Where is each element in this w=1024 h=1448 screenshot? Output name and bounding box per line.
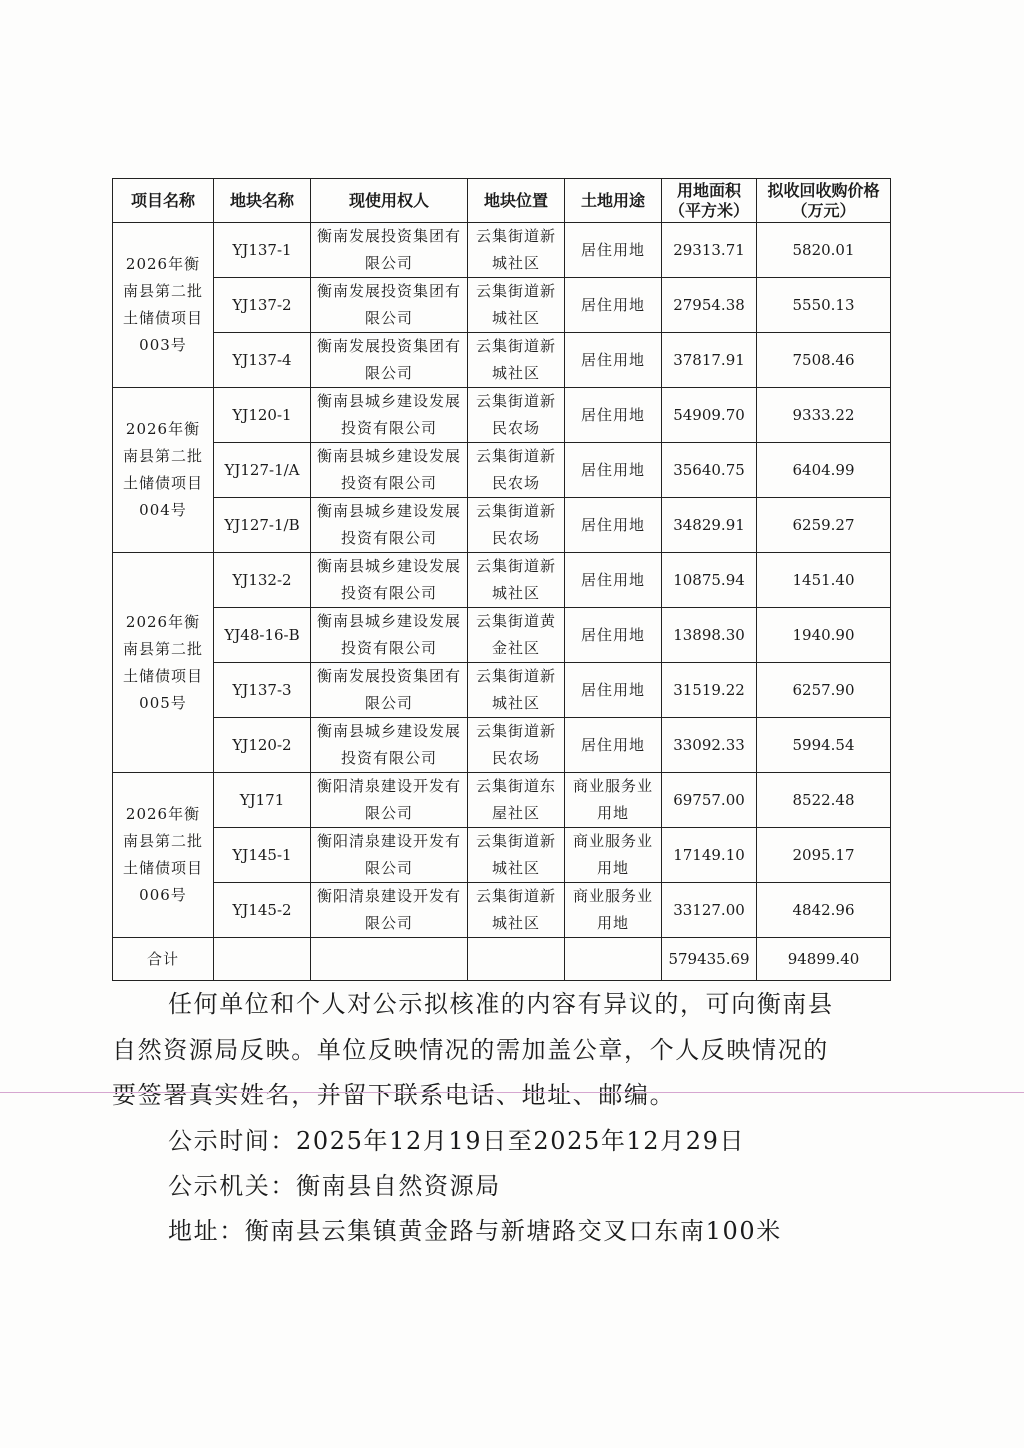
owner-cell: 衡南发展投资集团有限公司: [311, 663, 468, 718]
empty-cell: [468, 938, 565, 981]
table-row: [113, 663, 891, 718]
use-cell: 居住用地: [565, 443, 662, 498]
total-area: 579435.69: [662, 938, 757, 981]
table-row: [113, 773, 891, 828]
table-row: [113, 223, 891, 278]
header-location: 地块位置: [468, 179, 565, 223]
table-row: [113, 883, 891, 938]
location-cell: 云集街道新城社区: [468, 883, 565, 938]
notice-period: 公示时间：2025年12月19日至2025年12月29日: [168, 1127, 746, 1155]
land-parcel-table: [112, 178, 891, 981]
owner-cell: 衡南县城乡建设发展投资有限公司: [311, 443, 468, 498]
header-area: 用地面积（平方米）: [662, 179, 757, 223]
parcel-cell: YJ137-1: [214, 223, 311, 278]
owner-cell: 衡南县城乡建设发展投资有限公司: [311, 718, 468, 773]
owner-cell: 衡南县城乡建设发展投资有限公司: [311, 498, 468, 553]
price-cell: 1940.90: [757, 608, 891, 663]
location-cell: 云集街道东屋社区: [468, 773, 565, 828]
project-name-cell: 2026年衡南县第二批土储债项目004号: [113, 388, 214, 553]
parcel-cell: YJ171: [214, 773, 311, 828]
total-row: [113, 938, 891, 981]
table-row: [113, 278, 891, 333]
parcel-cell: YJ145-2: [214, 883, 311, 938]
use-cell: 居住用地: [565, 498, 662, 553]
owner-cell: 衡南发展投资集团有限公司: [311, 223, 468, 278]
location-cell: 云集街道新民农场: [468, 498, 565, 553]
use-cell: 商业服务业用地: [565, 883, 662, 938]
price-cell: 2095.17: [757, 828, 891, 883]
total-price: 94899.40: [757, 938, 891, 981]
parcel-cell: YJ132-2: [214, 553, 311, 608]
use-cell: 居住用地: [565, 333, 662, 388]
area-cell: 31519.22: [662, 663, 757, 718]
area-cell: 69757.00: [662, 773, 757, 828]
notice-paragraph-line-3: 要签署真实姓名，并留下联系电话、地址、邮编。: [112, 1081, 676, 1109]
parcel-cell: YJ137-3: [214, 663, 311, 718]
owner-cell: 衡阳清泉建设开发有限公司: [311, 773, 468, 828]
area-cell: 29313.71: [662, 223, 757, 278]
owner-cell: 衡南县城乡建设发展投资有限公司: [311, 553, 468, 608]
area-cell: 54909.70: [662, 388, 757, 443]
area-cell: 33092.33: [662, 718, 757, 773]
header-price: 拟收回收购价格（万元）: [757, 179, 891, 223]
area-cell: 37817.91: [662, 333, 757, 388]
use-cell: 居住用地: [565, 278, 662, 333]
owner-cell: 衡南县城乡建设发展投资有限公司: [311, 388, 468, 443]
notice-paragraph-line-1: 任何单位和个人对公示拟核准的内容有异议的，可向衡南县: [168, 990, 834, 1018]
use-cell: 居住用地: [565, 608, 662, 663]
table-row: [113, 718, 891, 773]
owner-cell: 衡阳清泉建设开发有限公司: [311, 883, 468, 938]
use-cell: 居住用地: [565, 223, 662, 278]
location-cell: 云集街道新城社区: [468, 223, 565, 278]
empty-cell: [214, 938, 311, 981]
location-cell: 云集街道新民农场: [468, 443, 565, 498]
location-cell: 云集街道新城社区: [468, 828, 565, 883]
empty-cell: [311, 938, 468, 981]
table-row: [113, 443, 891, 498]
header-owner: 现使用权人: [311, 179, 468, 223]
parcel-cell: YJ120-1: [214, 388, 311, 443]
parcel-cell: YJ137-4: [214, 333, 311, 388]
empty-cell: [565, 938, 662, 981]
table-row: [113, 553, 891, 608]
total-label: 合计: [113, 938, 214, 981]
location-cell: 云集街道新城社区: [468, 278, 565, 333]
use-cell: 商业服务业用地: [565, 773, 662, 828]
header-use: 土地用途: [565, 179, 662, 223]
parcel-cell: YJ120-2: [214, 718, 311, 773]
location-cell: 云集街道新城社区: [468, 553, 565, 608]
use-cell: 居住用地: [565, 663, 662, 718]
header-parcel: 地块名称: [214, 179, 311, 223]
location-cell: 云集街道新民农场: [468, 718, 565, 773]
price-cell: 8522.48: [757, 773, 891, 828]
project-name-cell: 2026年衡南县第二批土储债项目003号: [113, 223, 214, 388]
area-cell: 17149.10: [662, 828, 757, 883]
price-cell: 6257.90: [757, 663, 891, 718]
notice-address: 地址：衡南县云集镇黄金路与新塘路交叉口东南100米: [168, 1217, 782, 1245]
price-cell: 7508.46: [757, 333, 891, 388]
table-row: [113, 388, 891, 443]
location-cell: 云集街道新城社区: [468, 663, 565, 718]
area-cell: 35640.75: [662, 443, 757, 498]
owner-cell: 衡阳清泉建设开发有限公司: [311, 828, 468, 883]
price-cell: 4842.96: [757, 883, 891, 938]
owner-cell: 衡南发展投资集团有限公司: [311, 333, 468, 388]
owner-cell: 衡南县城乡建设发展投资有限公司: [311, 608, 468, 663]
table-row: [113, 608, 891, 663]
area-cell: 27954.38: [662, 278, 757, 333]
table-row: [113, 333, 891, 388]
price-cell: 9333.22: [757, 388, 891, 443]
scan-line-mark: [0, 1092, 1024, 1093]
use-cell: 商业服务业用地: [565, 828, 662, 883]
price-cell: 5550.13: [757, 278, 891, 333]
parcel-cell: YJ48-16-B: [214, 608, 311, 663]
location-cell: 云集街道新民农场: [468, 388, 565, 443]
price-cell: 6404.99: [757, 443, 891, 498]
price-cell: 6259.27: [757, 498, 891, 553]
table-header-row: [113, 179, 891, 223]
price-cell: 1451.40: [757, 553, 891, 608]
use-cell: 居住用地: [565, 388, 662, 443]
area-cell: 33127.00: [662, 883, 757, 938]
notice-paragraph-line-2: 自然资源局反映。单位反映情况的需加盖公章，个人反映情况的: [112, 1036, 829, 1064]
parcel-cell: YJ127-1/A: [214, 443, 311, 498]
owner-cell: 衡南发展投资集团有限公司: [311, 278, 468, 333]
use-cell: 居住用地: [565, 553, 662, 608]
parcel-cell: YJ137-2: [214, 278, 311, 333]
price-cell: 5994.54: [757, 718, 891, 773]
area-cell: 10875.94: [662, 553, 757, 608]
area-cell: 13898.30: [662, 608, 757, 663]
parcel-cell: YJ127-1/B: [214, 498, 311, 553]
parcel-cell: YJ145-1: [214, 828, 311, 883]
project-name-cell: 2026年衡南县第二批土储债项目006号: [113, 773, 214, 938]
project-name-cell: 2026年衡南县第二批土储债项目005号: [113, 553, 214, 773]
use-cell: 居住用地: [565, 718, 662, 773]
table-row: [113, 498, 891, 553]
header-project: 项目名称: [113, 179, 214, 223]
location-cell: 云集街道黄金社区: [468, 608, 565, 663]
location-cell: 云集街道新城社区: [468, 333, 565, 388]
area-cell: 34829.91: [662, 498, 757, 553]
notice-authority: 公示机关：衡南县自然资源局: [168, 1172, 501, 1200]
price-cell: 5820.01: [757, 223, 891, 278]
table-row: [113, 828, 891, 883]
